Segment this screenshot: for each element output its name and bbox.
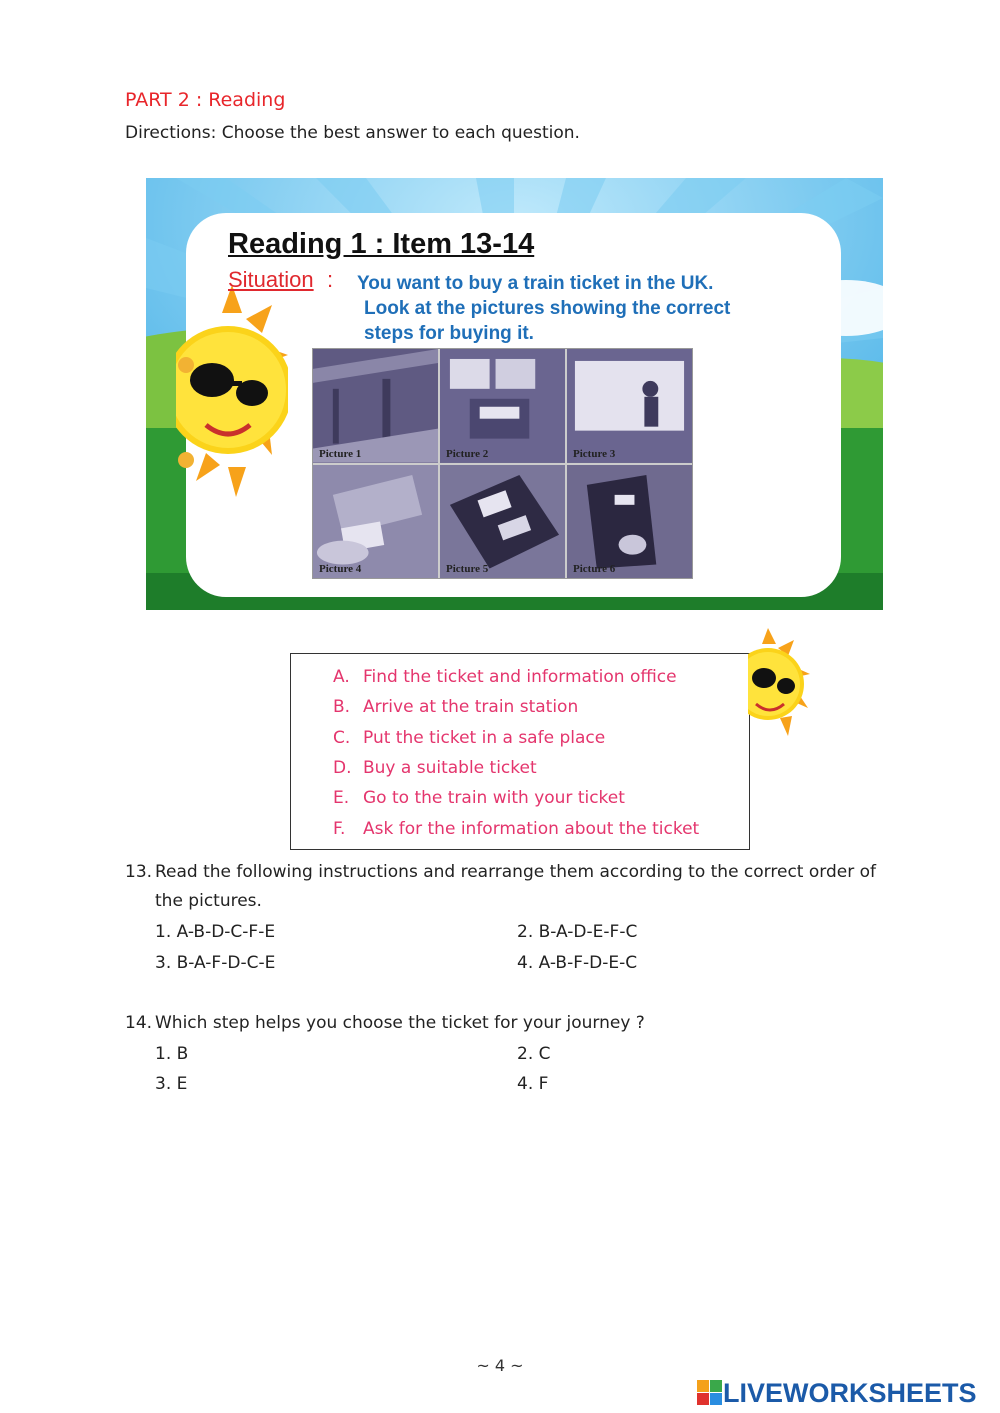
option-letter: A.: [333, 667, 350, 687]
option-text: Put the ticket in a safe place: [363, 728, 606, 748]
question-text: Read the following instructions and rearrange them according to the correct order of: [155, 862, 876, 882]
situation-text: [357, 271, 777, 346]
picture-caption: Picture 6: [573, 563, 616, 575]
situation-line: Look at the pictures showing the correct: [364, 298, 731, 319]
situation-label: Situation: [228, 267, 314, 292]
question-number: 14.: [125, 1013, 153, 1033]
picture-caption: Picture 2: [446, 447, 489, 460]
sun-mascot-icon: [176, 285, 288, 500]
picture-caption: Picture 3: [573, 447, 616, 460]
answer-choice[interactable]: 3. B-A-F-D-C-E: [155, 953, 276, 973]
brand-text: LIVEWORKSHEETS: [723, 1377, 977, 1408]
page-number: ~ 4 ~: [476, 1356, 524, 1375]
situation-colon: :: [327, 267, 334, 292]
answer-choice[interactable]: 1. A-B-D-C-F-E: [155, 922, 276, 942]
part-title: PART 2 : Reading: [125, 89, 286, 111]
station-platform-icon: [313, 349, 438, 463]
answer-choice[interactable]: 3. E: [155, 1074, 188, 1094]
option-text: Arrive at the train station: [363, 697, 579, 717]
option-letter: F.: [333, 819, 346, 839]
bag-ticket-icon: [567, 465, 692, 579]
liveworksheets-blocks-icon: [697, 1380, 723, 1406]
question-text: Which step helps you choose the ticket for your journey ?: [155, 1013, 645, 1033]
option-text: Buy a suitable ticket: [363, 758, 537, 778]
hand-ticket-icon: [313, 465, 438, 579]
picture-1: [313, 349, 438, 463]
picture-5: [440, 465, 565, 579]
liveworksheets-logo[interactable]: [697, 1378, 977, 1408]
picture-caption: Picture 4: [319, 563, 362, 575]
option-text: Find the ticket and information office: [363, 667, 677, 687]
answer-choice[interactable]: 2. C: [517, 1044, 551, 1064]
situation-line: steps for buying it.: [364, 323, 534, 344]
answer-choice[interactable]: 1. B: [155, 1044, 189, 1064]
pictures-grid: [312, 348, 693, 579]
small-sun-mascot-icon: [748, 628, 810, 738]
slide-title: Reading 1 : Item 13-14: [228, 228, 535, 260]
picture-3: [567, 349, 692, 463]
wallet-icon: [440, 465, 565, 579]
option-text: Go to the train with your ticket: [363, 788, 625, 808]
option-letter: D.: [333, 758, 352, 778]
option-text: Ask for the information about the ticket: [363, 819, 700, 839]
option-letter: C.: [333, 728, 351, 748]
question-text: the pictures.: [155, 891, 262, 911]
answer-choice[interactable]: 4. A-B-F-D-E-C: [517, 953, 638, 973]
picture-2: [440, 349, 565, 463]
picture-6: [567, 465, 692, 579]
question-number: 13.: [125, 862, 153, 882]
picture-4: [313, 465, 438, 579]
answer-choice[interactable]: 4. F: [517, 1074, 549, 1094]
answer-choice[interactable]: 2. B-A-D-E-F-C: [517, 922, 638, 942]
ticket-machine-icon: [440, 349, 565, 463]
information-board-icon: [567, 349, 692, 463]
option-letter: B.: [333, 697, 351, 717]
picture-caption: Picture 5: [446, 563, 489, 575]
picture-caption: Picture 1: [319, 447, 362, 460]
directions: Directions: Choose the best answer to each question.: [125, 123, 580, 143]
situation-line: You want to buy a train ticket in the UK.: [357, 273, 714, 294]
option-letter: E.: [333, 788, 350, 808]
